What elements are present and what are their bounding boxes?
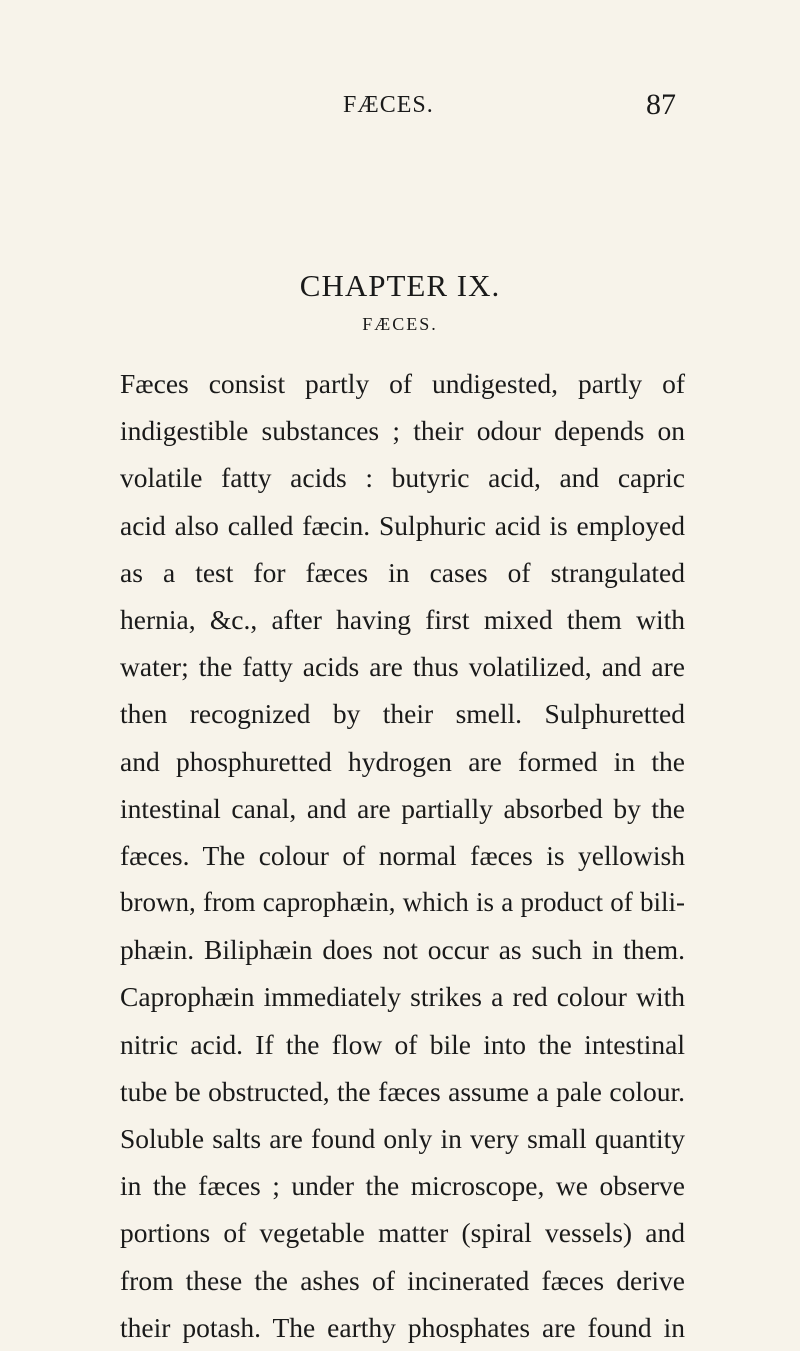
text-line: from these the ashes of incinerated fæces derive [120,1264,685,1296]
text-line: portions of vegetable matter (spiral vessels) and [120,1217,685,1249]
text-line: nitric acid. If the flow of bile into the intestinal [120,1028,685,1060]
running-title: FÆCES. [343,92,434,118]
text-line: their potash. The earthy phosphates are found in [120,1311,685,1343]
text-line: volatile fatty acids : butyric acid, and capric [120,462,685,494]
text-line: fæces. The colour of normal fæces is yellowish [120,839,685,871]
section-title: FÆCES. [362,314,438,334]
text-line: then recognized by their smell. Sulphuretted [120,698,685,730]
text-line: Soluble salts are found only in very small quantity [120,1123,685,1154]
chapter-title: CHAPTER IX. [299,268,501,303]
running-head [0,88,800,132]
text-line: hernia, &c., after having first mixed them with [120,603,685,635]
text-line: intestinal canal, and are partially absorbed by the [120,792,685,824]
body-paragraph [120,360,685,1351]
page-number: 87 [646,88,676,121]
text-line: and phosphuretted hydrogen are formed in the [120,745,685,777]
text-line: indigestible substances ; their odour depends on [120,415,685,447]
text-line: Caprophæin immediately strikes a red colour with [120,981,685,1013]
text-line: brown, from caprophæin, which is a product of bili- [120,887,685,918]
text-line: water; the fatty acids are thus volatilized, and are [120,651,685,683]
text-line: as a test for fæces in cases of strangulated [120,556,685,588]
text-line: tube be obstructed, the fæces assume a pale colour. [120,1075,685,1107]
text-line: Fæces consist partly of undigested, partly of [120,368,685,399]
text-line: phæin. Biliphæin does not occur as such in them. [120,934,685,966]
text-line: acid also called fæcin. Sulphuric acid is employed [120,509,685,541]
text-line: in the fæces ; under the microscope, we observe [120,1170,685,1202]
